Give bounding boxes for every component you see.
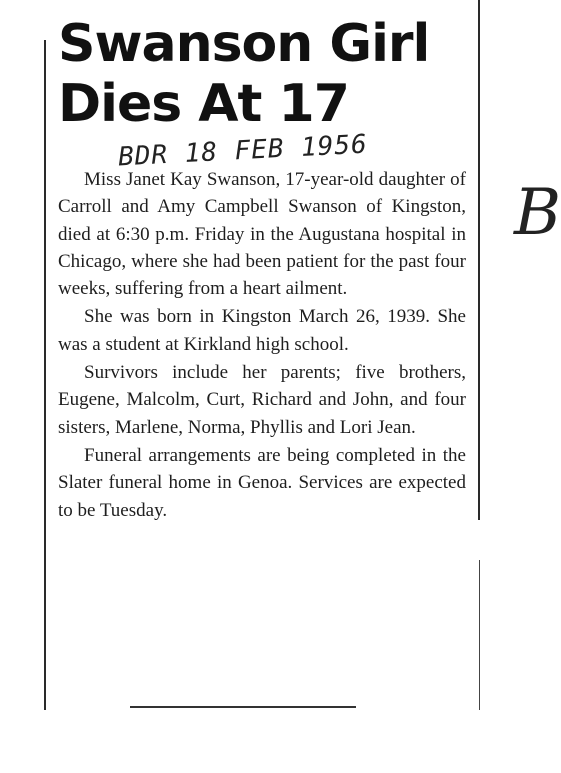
- article-paragraph: Funeral arrangements are being completed in the Slater funeral home in Genoa. Services are expected to be Tuesday.: [58, 444, 466, 521]
- article-paragraph: Survivors include her parents; five brothers, Eugene, Malcolm, Curt, Richard and John, and four sisters, Marlene, Norma, Phyllis and Lori Jean.: [58, 362, 466, 438]
- headline: [58, 14, 478, 134]
- handwritten-date-note: BDR 18 FEB 1956: [117, 129, 369, 173]
- article-body: [58, 166, 466, 524]
- headline-line-1: Swanson Girl: [58, 14, 430, 74]
- handwritten-margin-mark: B: [514, 176, 561, 250]
- article-paragraph: She was born in Kingston March 26, 1939. She was a student at Kirkland high school.: [58, 306, 466, 355]
- clipping-right-edge-lower: [479, 560, 480, 710]
- bottom-rule: [130, 706, 356, 708]
- article-paragraph: Miss Janet Kay Swanson, 17-year-old daughter of Carroll and Amy Campbell Swanson of Kingston, died at 6:30 p.m. Friday in the Augustana hospital in Chicago, where she had been patient for the past four weeks, suffering from a heart ailment.: [58, 169, 466, 300]
- clipping-right-edge: [478, 0, 480, 520]
- headline-line-2: Dies At 17: [58, 74, 349, 134]
- clipping-left-edge: [44, 40, 46, 710]
